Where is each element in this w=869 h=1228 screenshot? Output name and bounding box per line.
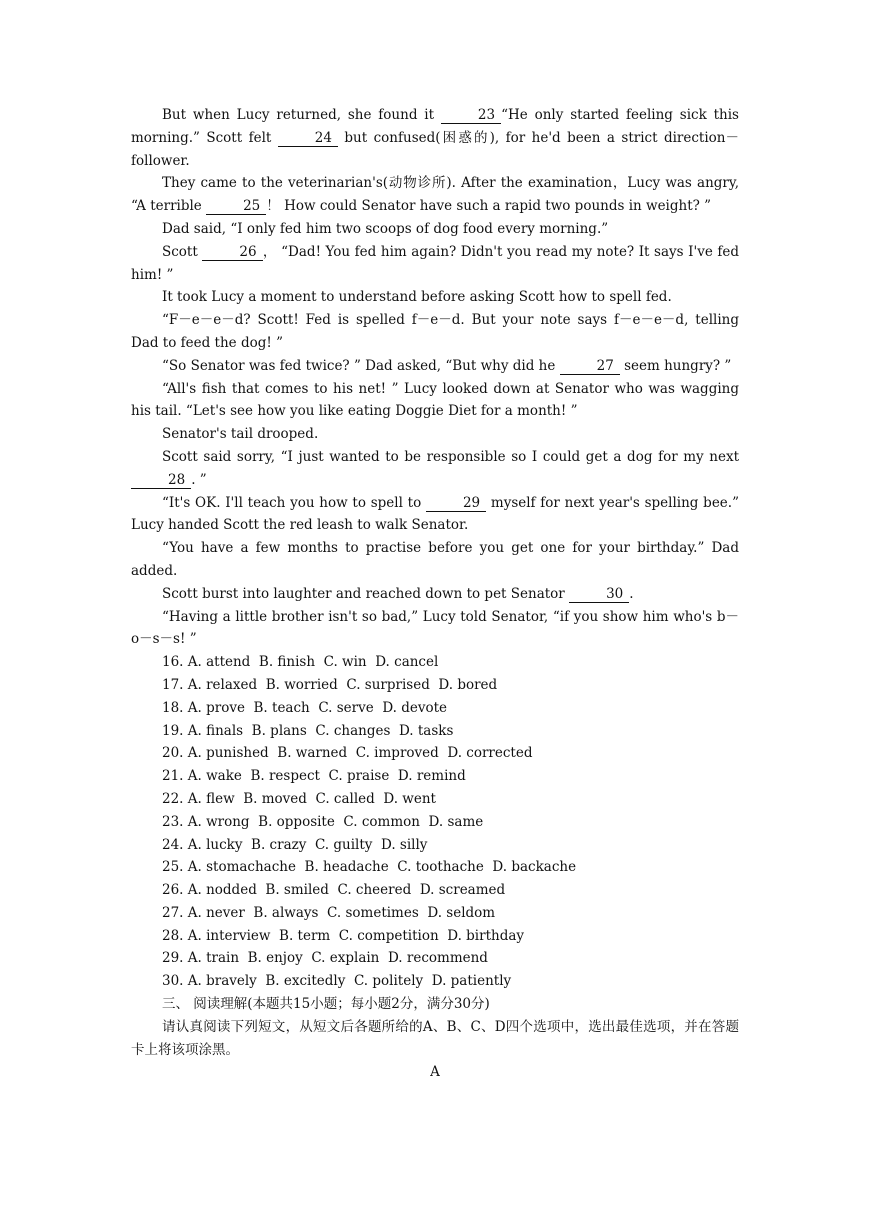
option-line: 22. A. flew B. moved C. called D. went [162,790,436,807]
blank-25: 25 [206,199,266,215]
passage-label: A [430,1064,440,1081]
options-list [131,651,739,993]
option-line: 18. A. prove B. teach C. serve D. devote [162,699,448,716]
option-line: 21. A. wake B. respect C. praise D. remind [162,768,466,785]
story-paragraph: It took Lucy a moment to understand before asking Scott how to spell fed. [162,289,672,306]
option-line: 25. A. stomachache B. headache C. toothache D. backache [162,859,577,876]
option-line: 26. A. nodded B. smiled C. cheered D. screamed [162,882,506,899]
blank-28: 28 [131,473,191,489]
option-line: 19. A. finals B. plans C. changes D. tasks [162,722,454,739]
option-line: 23. A. wrong B. opposite C. common D. same [162,813,484,830]
story-paragraph: “It's OK. I'll teach you how to spell to 29 myself for next year's spelling bee.” Lucy handed Scott the red leash to walk Senator. [131,494,739,534]
story-paragraph: “Having a little brother isn't so bad,” Lucy told Senator, “if you show him who's b－o－s－s! ” [131,608,739,648]
blank-27: 27 [560,359,620,375]
story-paragraph: Scott said sorry, “I just wanted to be responsible so I could get a dog for my next 28 . ” [131,446,739,492]
option-line: 24. A. lucky B. crazy C. guilty D. silly [162,836,428,853]
option-line: 16. A. attend B. finish C. win D. cancel [162,654,439,671]
option-line: 30. A. bravely B. excitedly C. politely D. patiently [162,973,512,990]
document-page [131,104,739,1084]
blank-26: 26 [202,245,262,261]
story-paragraph: Scott 26 ， “Dad! You fed him again? Didn't you read my note? It says I've fed him! ” [131,243,739,283]
story-paragraph: “All's fish that comes to his net! ” Lucy looked down at Senator who was wagging his tail. “Let's see how you like eating Doggie Diet for a month! ” [131,380,739,420]
option-line: 17. A. relaxed B. worried C. surprised D. bored [162,676,498,693]
story-paragraph: But when Lucy returned, she found it 23 “He only started feeling sick this morning.” Scott felt 24 but confused(困惑的), for he'd been a strict direction－follower. [131,107,739,169]
option-line: 27. A. never B. always C. sometimes D. seldom [162,904,496,921]
option-line: 20. A. punished B. warned C. improved D. corrected [162,745,533,762]
story-paragraph: “So Senator was fed twice? ” Dad asked, “But why did he 27 seem hungry? ” [162,357,732,374]
story-paragraph: “You have a few months to practise before you get one for your birthday.” Dad added. [131,540,739,579]
blank-23: 23 [441,108,501,124]
option-line: 29. A. train B. enjoy C. explain D. recommend [162,950,488,967]
section-instruction: 请认真阅读下列短文，从短文后各题所给的A、B、C、D四个选项中，选出最佳选项，并在答题卡上将该项涂黑。 [131,1018,739,1058]
section-heading: 三、 阅读理解(本题共15小题；每小题2分，满分30分) [162,996,490,1013]
story-paragraph: “F－e－e－d? Scott! Fed is spelled f－e－d. But your note says f－e－e－d, telling Dad to feed the dog! ” [131,312,739,351]
story-paragraph: They came to the veterinarian's(动物诊所). After the examination，Lucy was angry, “A terrible 25 ！ How could Senator have such a rapid two pounds in weight? ” [131,175,739,215]
blank-24: 24 [278,131,338,147]
story-paragraph: Senator's tail drooped. [162,426,319,443]
story-paragraph: Scott burst into laughter and reached down to pet Senator 30 . [162,585,634,602]
blank-30: 30 [569,587,629,603]
blank-29: 29 [426,496,486,512]
option-line: 28. A. interview B. term C. competition D. birthday [162,927,525,944]
story-paragraph: Dad said, “I only fed him two scoops of dog food every morning.” [162,220,609,237]
